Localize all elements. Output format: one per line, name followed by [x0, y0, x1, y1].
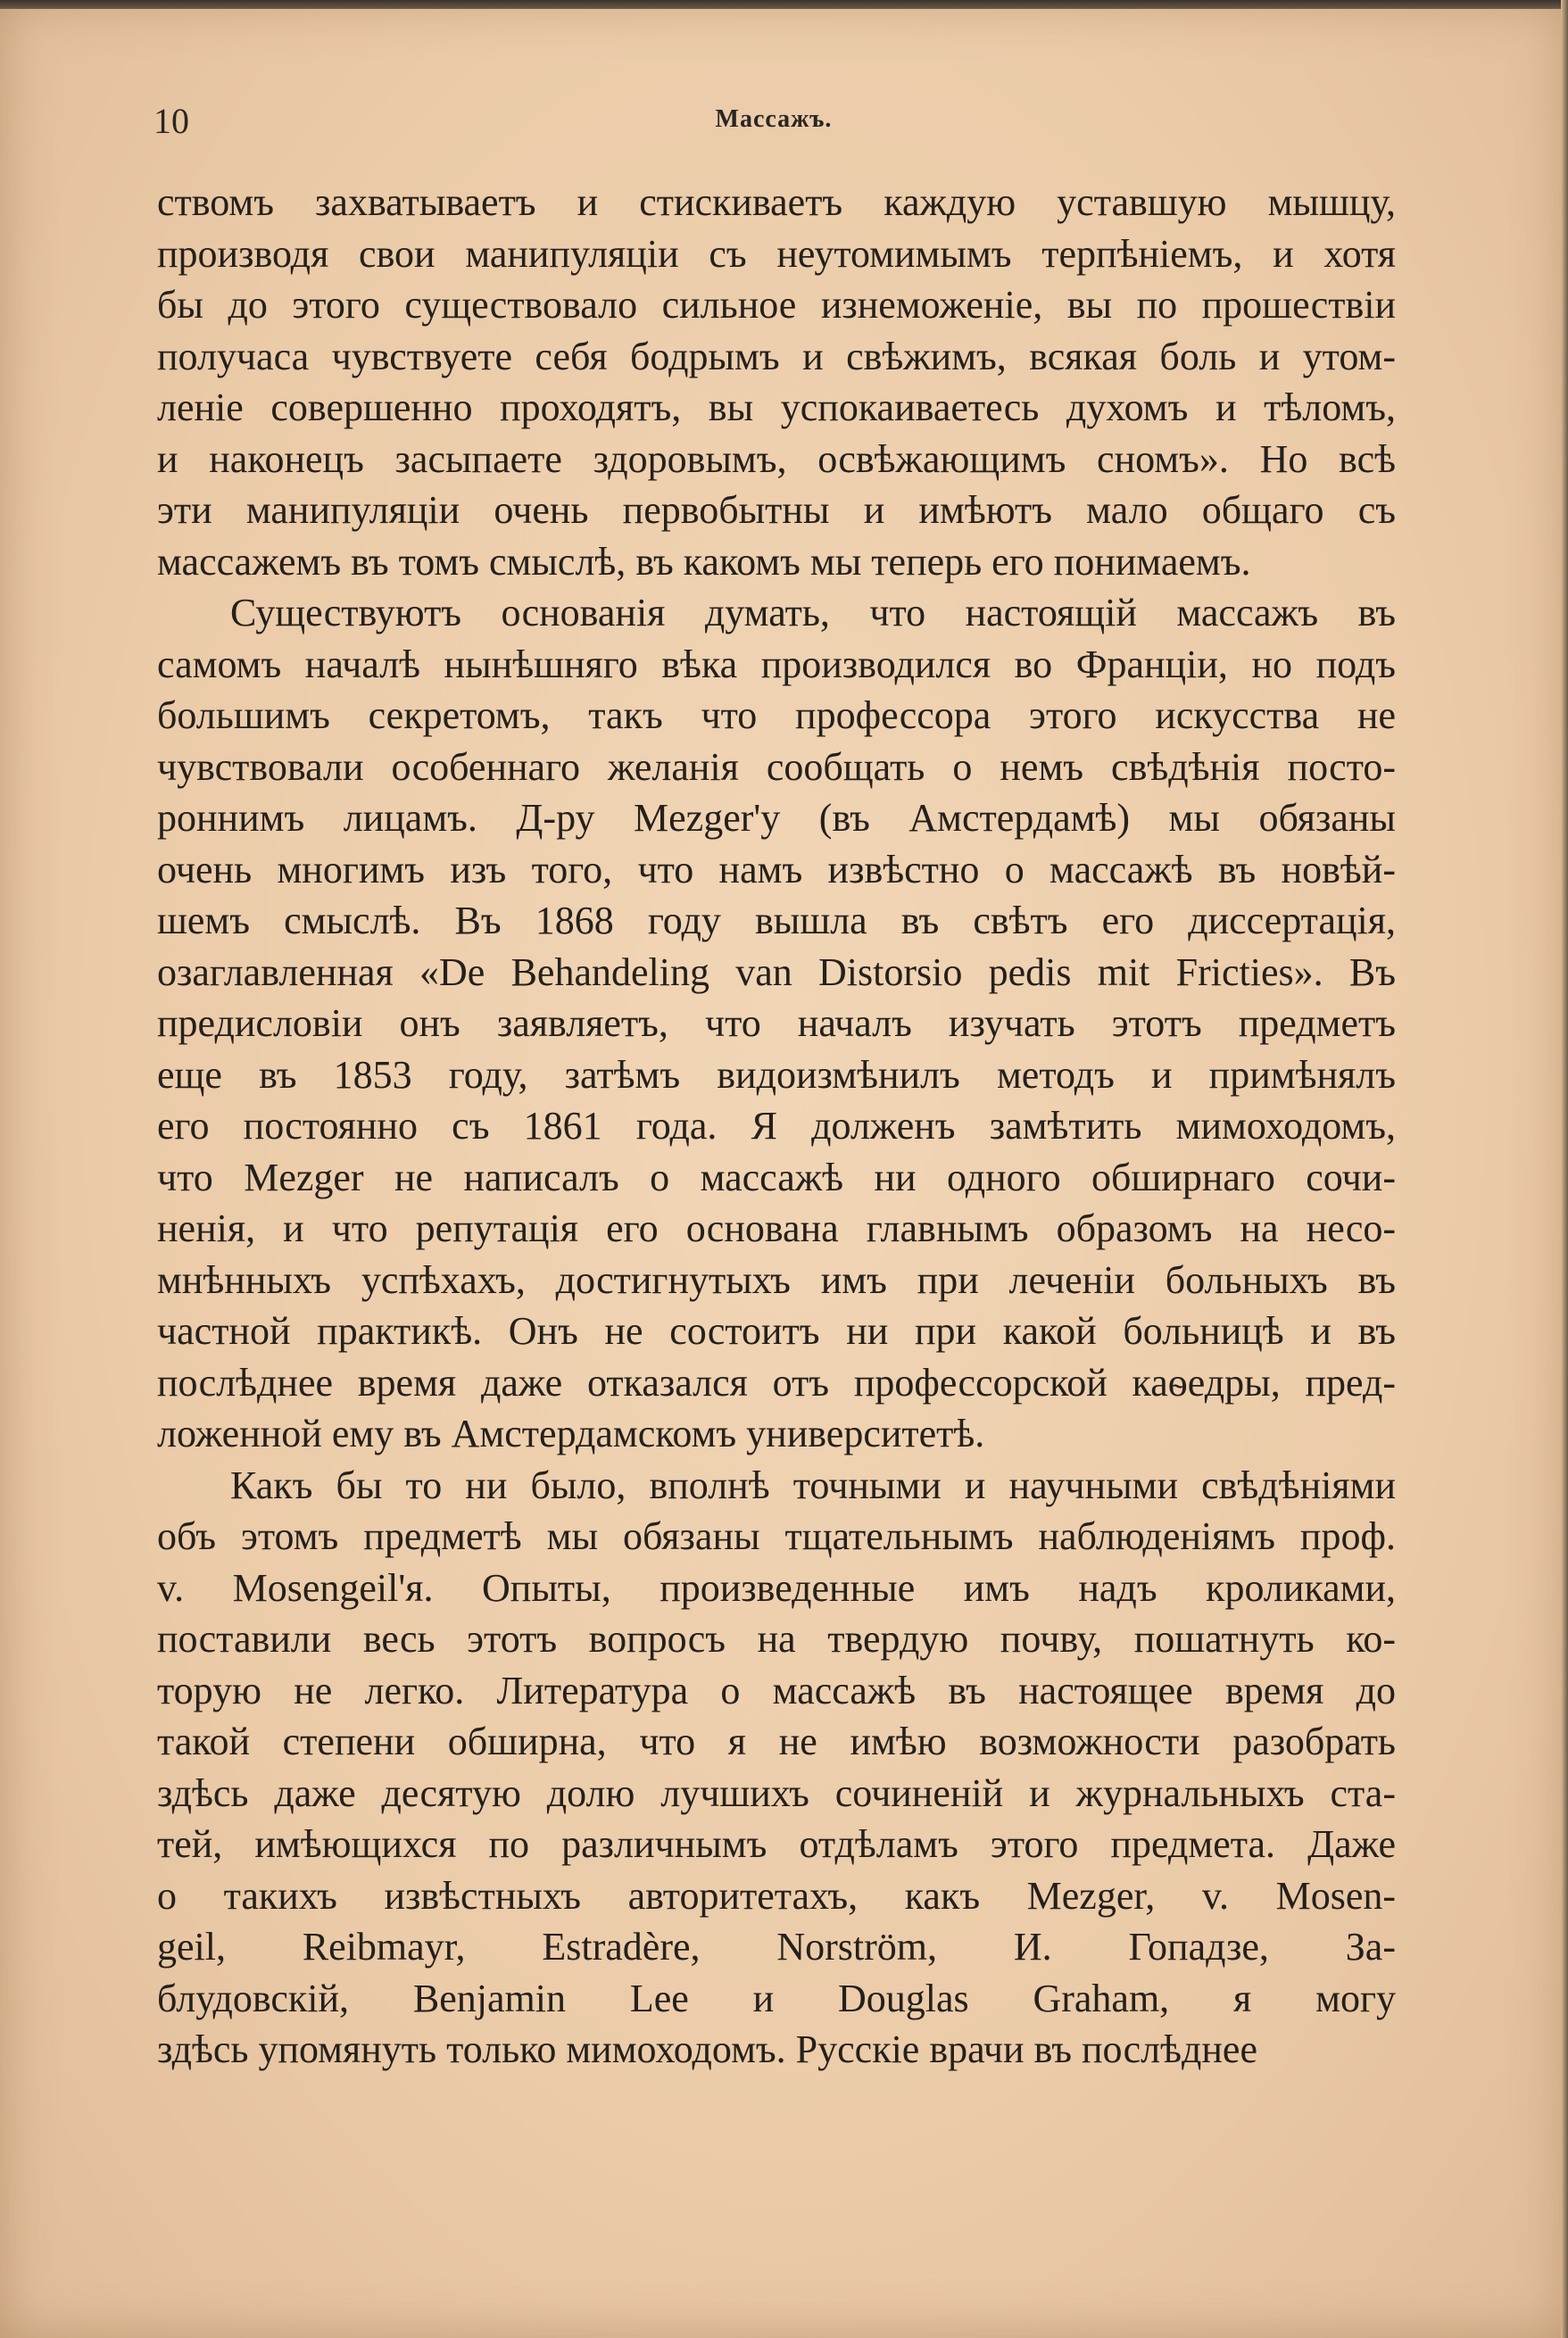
running-head: Массажъ. — [715, 105, 833, 133]
text-line: шемъ смыслѣ. Въ 1868 году вышла въ свѣтъ его диссертація, — [157, 899, 1396, 942]
text-line: что Mezger не написалъ о массажѣ ни одного обширнаго сочи- — [157, 1155, 1396, 1199]
text-line: послѣднее время даже отказался отъ профессорской каѳедры, пред- — [157, 1360, 1396, 1405]
text-line: geil, Reibmayr, Estradère, Norström, И. Гопадзе, За- — [157, 1925, 1396, 1969]
text-line: производя свои манипуляціи съ неутомимымъ терпѣніемъ, и хотя — [157, 231, 1396, 276]
text-line: здѣсь упомянуть только мимоходомъ. Русскіе врачи въ послѣднее — [157, 2027, 1257, 2071]
text-line: Какъ бы то ни было, вполнѣ точными и научными свѣдѣніями — [230, 1463, 1396, 1507]
text-line: здѣсь даже десятую долю лучшихъ сочиненій и журнальныхъ ста- — [157, 1770, 1396, 1815]
text-line: леніе совершенно проходятъ, вы успокаиваетесь духомъ и тѣломъ, — [157, 386, 1396, 429]
text-line: озаглавленная «De Behandeling van Distorsio pedis mit Fricties». Въ — [157, 949, 1396, 994]
text-line: мнѣнныхъ успѣхахъ, достигнутыхъ имъ при леченіи больныхъ въ — [157, 1257, 1396, 1302]
paragraph — [157, 1460, 1396, 2076]
text-line: чувствовали особеннаго желанія сообщать о немъ свѣдѣнія посто- — [157, 744, 1396, 789]
scan-right-edge — [1561, 0, 1568, 2338]
body-text — [157, 177, 1396, 2076]
text-line: и наконецъ засыпаете здоровымъ, освѣжающимъ сномъ». Но всѣ — [157, 436, 1396, 481]
text-line: ложенной ему въ Амстердамскомъ университетѣ. — [157, 1412, 985, 1455]
text-line: предисловіи онъ заявляетъ, что началъ изучать этотъ предметъ — [157, 1001, 1396, 1045]
text-line: поставили весь этотъ вопросъ на твердую почву, пошатнуть ко- — [157, 1617, 1396, 1661]
text-line: самомъ началѣ нынѣшняго вѣка производился во Франціи, но подъ — [157, 642, 1396, 686]
text-line: Существуютъ основанія думать, что настоящій массажъ въ — [230, 591, 1396, 634]
text-line: роннимъ лицамъ. Д-ру Mezger'у (въ Амстердамѣ) мы обязаны — [157, 796, 1396, 840]
page-header — [153, 100, 1394, 150]
text-line: такой степени обширна, что я не имѣю возможности разобрать — [157, 1720, 1396, 1763]
text-line: тей, имѣющихся по различнымъ отдѣламъ этого предмета. Даже — [157, 1822, 1396, 1866]
text-line: ствомъ захватываетъ и стискиваетъ каждую уставшую мышцу, — [157, 180, 1396, 224]
paragraph — [157, 587, 1396, 1460]
text-line: массажемъ въ томъ смыслѣ, въ какомъ мы теперь его понимаемъ. — [157, 539, 1251, 584]
text-line: его постоянно съ 1861 года. Я долженъ замѣтить мимоходомъ, — [157, 1104, 1396, 1148]
text-line: эти манипуляціи очень первобытны и имѣютъ мало общаго съ — [157, 488, 1396, 532]
text-line: о такихъ извѣстныхъ авторитетахъ, какъ Mezger, v. Mosen- — [157, 1873, 1396, 1918]
text-line: бы до этого существовало сильное изнеможеніе, вы по прошествіи — [157, 283, 1396, 327]
text-line: частной практикѣ. Онъ не состоитъ ни при какой больницѣ и въ — [157, 1309, 1396, 1353]
text-line: v. Mosengeil'я. Опыты, произведенные имъ надъ кроликами, — [157, 1565, 1396, 1610]
text-line: торую не легко. Литература о массажѣ въ настоящее время до — [157, 1668, 1396, 1712]
text-line: объ этомъ предметѣ мы обязаны тщательнымъ наблюденіямъ проф. — [157, 1514, 1396, 1558]
scan-top-edge — [0, 0, 1568, 9]
text-line: ненія, и что репутація его основана главнымъ образомъ на несо- — [157, 1206, 1396, 1250]
text-line: большимъ секретомъ, такъ что профессора этого искусства не — [157, 693, 1396, 737]
text-line: очень многимъ изъ того, что намъ извѣстно о массажѣ въ новѣй- — [157, 847, 1396, 891]
text-line: получаса чувствуете себя бодрымъ и свѣжимъ, всякая боль и утом- — [157, 334, 1396, 378]
text-line: еще въ 1853 году, затѣмъ видоизмѣнилъ методъ и примѣнялъ — [157, 1052, 1396, 1097]
text-line: блудовскій, Benjamin Lee и Douglas Graham, я могу — [157, 1976, 1396, 2020]
paragraph — [157, 177, 1396, 587]
page-number: 10 — [153, 101, 189, 141]
